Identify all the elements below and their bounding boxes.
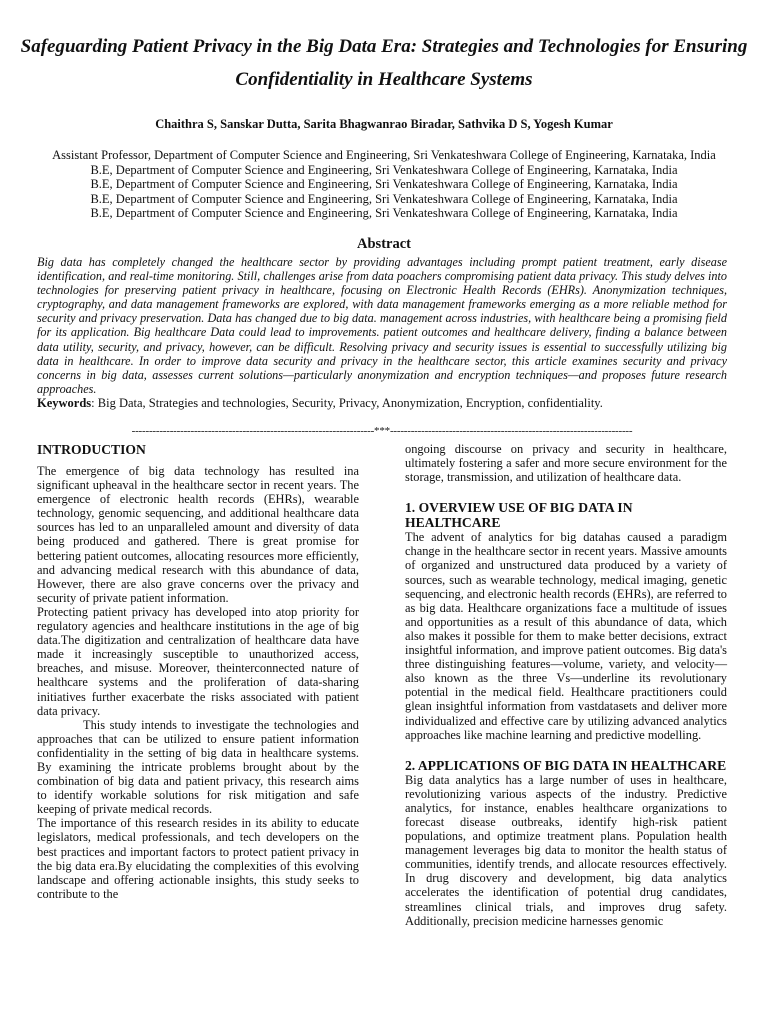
intro-paragraph: The emergence of big data technology has resulted ina significant upheaval in the healthcare sector in recent years. The emergence of electronic health records (EHRs), wearable technology, genomic sequencing, and additional healthcare data sources has led to an unparalleled amount and diversity of data being produced and gathered. There is great promise for bettering patient outcomes, allocating resources more efficiently, and advancing medical research with this abundance of data, However, there are also grave concerns over the privacy and security of private patient information. [37,464,359,605]
abstract-text: Big data has completely changed the healthcare sector by providing advantages including prompt patient treatment, early disease identification, and real-time monitoring. Still, challenges arise from data poachers compromising patient data privacy. This study delves into technologies for preserving patient privacy in healthcare, focusing on Electronic Health Records (EHRs). Anonymization techniques, cryptography, and data management frameworks are explored, with data management frameworks emerging as a more reliable method for security and privacy preservation. Data has changed due to big data. management across industries, with healthcare being a promising field for its application. Big healthcare Data could lead to improvements. patient outcomes and healthcare delivery, finding a balance between data utility, security, and privacy, however, can be difficult. Resolving privacy and security issues is essential to successfully utilizing big data in healthcare. In order to improve data security and privacy in the healthcare sector, this article examines security and privacy concerns in big data, assesses current solutions—particularly anonymization and encryption techniques—and proposes future research approaches. [37,255,727,396]
section2-text: Big data analytics has a large number of uses in healthcare, revolutionizing various aspects of the industry. Predictive analytics, for instance, enables healthcare organizations to forecast disease outbreaks, identify high-risk patient populations, and optimize treatment plans. Population health management leverages big data to monitor the health status of communities, identify trends, and allocate resources effectively. In drug discovery and development, big data analytics accelerates the identification of potential drug candidates, streamlines clinical trials, and improves drug safety. Additionally, precision medicine harnesses genomic [405,772,727,928]
section2-heading: 2. APPLICATIONS OF BIG DATA IN HEALTHCARE [405,757,727,773]
section-separator: ----------------------------------------------------------------------***---------------------------------------------------------------------- [131,425,633,437]
affiliation-line: Assistant Professor, Department of Computer Science and Engineering, Sri Venkateshwara College of Engineering, Karnataka, India [52,148,716,162]
section1-heading: 1. OVERVIEW USE OF BIG DATA IN HEALTHCARE [405,500,633,531]
affiliation-line: B.E, Department of Computer Science and Engineering, Sri Venkateshwara College of Engineering, Karnataka, India [90,177,678,192]
right-column [405,442,727,928]
affiliation-line: B.E, Department of Computer Science and Engineering, Sri Venkateshwara College of Engineering, Karnataka, India [90,162,678,177]
abstract-heading: Abstract [357,236,411,252]
left-column [37,442,359,901]
intro-continuation: ongoing discourse on privacy and security in healthcare, ultimately fostering a safer and more secure environment for the storage, transmission, and utilization of healthcare data. [405,442,727,485]
affiliations [20,148,748,221]
keywords-list: : Big Data, Strategies and technologies, Security, Privacy, Anonymization, Encryption, confidentiality. [91,396,603,410]
intro-paragraph: The importance of this research resides in its ability to educate legislators, medical professionals, and tech developers on the best practices and important factors to protect patient privacy in the big data era.By elucidating the complexities of this evolving landscape and offering actionable insights, this study seeks to contribute to the [37,816,359,901]
affiliation-line: B.E, Department of Computer Science and Engineering, Sri Venkateshwara College of Engineering, Karnataka, India [90,191,678,206]
intro-heading: INTRODUCTION [37,442,146,457]
intro-paragraph: This study intends to investigate the technologies and approaches that can be utilized to ensure patient information confidentiality in the setting of big data in healthcare systems. By examining the intricate problems brought about by the combination of big data and patient privacy, this research aims to identify workable solutions for risk mitigation and safe keeping of private medical records. [37,717,359,817]
section1-text: The advent of analytics for big datahas caused a paradigm change in the healthcare sector in recent years. Massive amounts of organized and unstructured data produced by a variety of sources, such as wearable technology, medical imaging, genetic sequencing, and electronic health records (EHRs), are referred to as big data. Healthcare organizations face a multitude of issues and opportunities as a result of this abundance of data, which also makes it possible for them to make better decisions, extract insightful information, and improve patient outcomes. Big data's three distinguishing features—volume, variety, and velocity—also known as the three Vs—underline its revolutionary potential in the medical field. Healthcare practitioners could glean insightful information from vastdatasets and deliver more individualized and effective care by utilizing advanced analytics approaches like machine learning and predictive modelling. [405,530,728,742]
keywords [37,396,727,410]
author-list: Chaithra S, Sanskar Dutta, Sarita Bhagwanrao Biradar, Sathvika D S, Yogesh Kumar [155,117,613,131]
keywords-label: Keywords [37,396,92,410]
intro-paragraph: Protecting patient privacy has developed into atop priority for regulatory agencies and healthcare institutions in the age of big data.The digitization and centralization of healthcare data have made it increasingly susceptible to unauthorized access, breaches, and misuse. Moreover, theinterconnected nature of healthcare systems and the proliferation of data-sharing initiatives further exacerbate the risks associated with patient data privacy. [37,604,359,718]
paper-title: Safeguarding Patient Privacy in the Big Data Era: Strategies and Technologies for Ensuring Confidentiality in Healthcare Systems [20,36,748,90]
affiliation-line: B.E, Department of Computer Science and Engineering, Sri Venkateshwara College of Engineering, Karnataka, India [90,206,678,221]
